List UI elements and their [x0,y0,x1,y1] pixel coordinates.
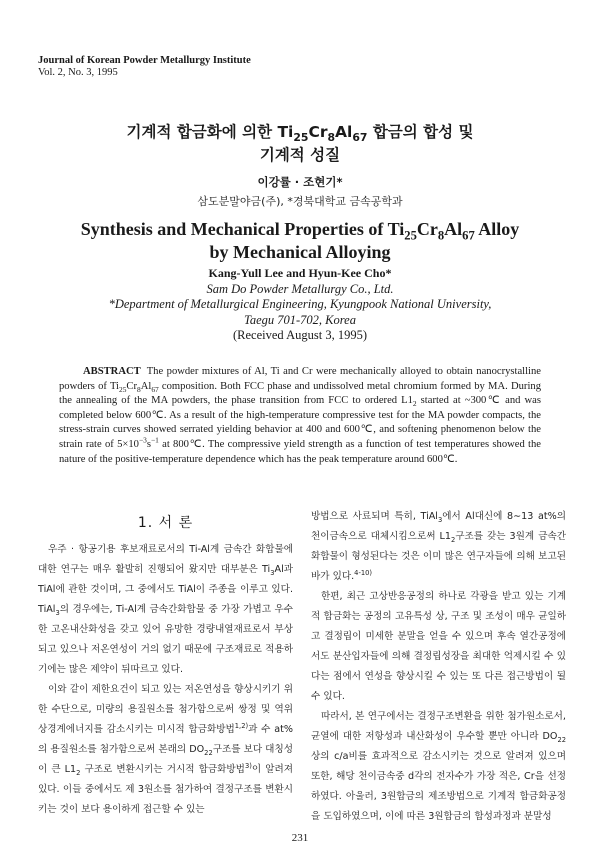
paragraph: 우주 · 항공기용 후보재료로서의 Ti-Al계 금속간 화합물에 대한 연구는 매우 활발히 진행되어 왔지만 대부분은 $Ti_3Al$과 TiAl에 관한 것이며, 그 중에서도 TiAl이 주종을 이루고 있다. TiAl$_3$의 경우에는, Ti-Al계 금속간화합물 중 가장 가볍고 우수한 고온내산화성을 갖고 있어 유망한 경량내열재료로서 부상되고 있으나 저온연성이 거의 없기 때문에 구조재료로 적용하기에는 많은 제약이 뒤따르고 있다. [38,544,293,675]
paragraph: 이와 같이 제한요건이 되고 있는 저온연성을 향상시키기 위한 수단으로, 미량의 용질원소를 첨가함으로써 쌍정 및 역위상경계에너지를 감소시키는 미시적 합금화방법$^{1,2)}$과 수 at%의 용질원소를 첨가함으로써 본래의 $DO_{22}$구조를 보다 대칭성이 큰 $L1_2$ 구조로 변환시키는 거시적 합금화방법$^{3)}$이 알려져 있다. 이들 중에서도 제 3원소를 첨가하여 결정구조를 변환시키는 것이 보다 용이하게 접근할 수 있는 [38,684,293,815]
journal-volume: Vol. 2, No. 3, 1995 [38,67,118,78]
city: Taegu 701-702, Korea [244,312,356,327]
received-date: (Received August 3, 1995) [232,328,367,343]
page-number: 231 [291,832,309,844]
paragraph: 방법으로 사료되며 특히, TiAl$_3$에서 Al대신에 8∼13 at%의 천이금속으로 대체시킴으로써 $L1_2$구조를 갖는 3원계 금속간화합물이 형성된다는 것은 이미 많은 연구자들에 의해 보고된 바가 있다.$^{4-10)}$ [311,511,566,582]
right-column [311,507,566,827]
company: Sam Do Powder Metallurgy Co., Ltd. [206,281,394,296]
english-title-line1: Synthesis and Mechanical Properties of $Ti_{25}Cr_8Al_{67}$ Alloy [80,219,520,243]
korean-affiliation: 삼도분말야금(주), *경북대학교 금속공학과 [197,195,403,208]
english-title [0,218,600,264]
english-authors: Kang-Yull Lee and Hyun-Kee Cho* [208,266,392,280]
section-title-introduction: 1. 서 론 [137,515,194,531]
department: *Department of Metallurgical Engineering, Kyungpook National University, [108,297,492,312]
korean-title-line1: 기계적 합금화에 의한 $Ti_{25}Cr_8Al_{67}$ 합금의 합성 및 [126,123,474,145]
korean-title-line2: 기계적 성질 [259,146,341,164]
paragraph: 따라서, 본 연구에서는 결정구조변환을 위한 첨가원소로서, 균열에 대한 저항성과 내산화성이 우수할 뿐만 아니라 $DO_{22}$상의 c/a비를 효과적으로 감소시키는 것으로 알려져 있으며 또한, 해당 천이금속중 d각의 전자수가 가장 적은, Cr을 선정하였다. 아울러, 3원합금의 제조방법으로 기계적 합금화공정을 도입하였으며, 이에 따른 3원합금의 합성과정과 분말성 [311,711,566,822]
journal-name: Journal of Korean Powder Metallurgy Institute [38,55,251,66]
english-title-line2: by Mechanical Alloying [209,242,391,262]
abstract-label: ABSTRACT [83,366,141,377]
left-column [38,540,293,820]
paragraph: 한편, 최근 고상반응공정의 하나로 각광을 받고 있는 기계적 합금화는 공정의 고유특성 상, 구조 및 조성이 매우 균일하고 결정립이 미세한 분말을 얻을 수 있으며 후속 열간공정에서도 분산입자들에 의해 결정립성장을 최대한 억제시킬 수 있다는 점에서 연성을 향상시킬 수 있는 또 다른 접근방법이 될 수 있다. [311,591,566,702]
korean-authors: 이강률 · 조현기* [257,175,343,189]
english-author-block [0,266,600,344]
korean-title [0,121,600,167]
journal-header [38,55,251,79]
abstract: ABSTRACT The powder mixtures of Al, Ti and Cr were mechanically alloyed to obtain nanocrystalline powders of $Ti_{25}Cr_8Al_{67}$ composition. Both FCC phase and undissolved metal chromium formed by MA. During the annealing of the MA powders, the phase transition from FCC to ordered $L1_2$ started at ~300℃ and was completed below 600℃. As a result of the high-temperature compressive test for the MA powder compacts, the stress-strain curves showed serrated yielding behavior at 400 and 600℃, and softening phenomenon below the strain rate of $5\times 10^{-3}s^{-1}$ at 800℃. The compressive yield strength as a function of test temperatures showed the nature of the positive-temperature dependence which has the peak temperature around 600℃. [59,366,541,465]
